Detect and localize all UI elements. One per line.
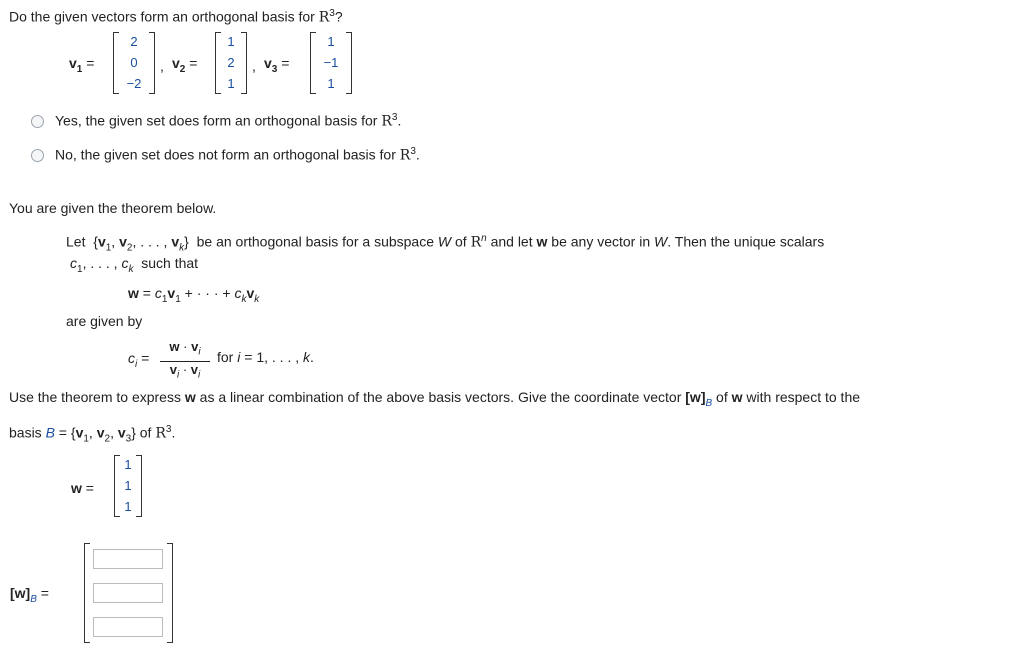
task-line-2: basis $B = \{v_1$, $v_2$, $v_3$} of $R^3$. — [9, 424, 176, 445]
v1-entry-1: 2 — [130, 34, 138, 49]
fraction-denominator: $v_i \cdot v_i$ — [169, 361, 201, 381]
answer-input-3[interactable] — [93, 617, 163, 637]
v3-entry-1: 1 — [327, 34, 335, 49]
v3-entry-3: 1 — [327, 76, 335, 91]
question-title: Do the given vectors form an orthogonal basis for $R^3$? — [9, 8, 343, 26]
v2-label: $v_2$ = — [172, 55, 198, 75]
ci-fraction — [160, 339, 210, 383]
w-entry-1: 1 — [124, 457, 132, 472]
answer-matrix — [84, 543, 173, 643]
v2-entry-2: 2 — [227, 55, 235, 70]
v1-label: $v_1$ = — [69, 55, 95, 75]
v2-entry-3: 1 — [227, 76, 235, 91]
v2-matrix — [215, 32, 247, 94]
option-yes-label[interactable]: Yes, the given set does form an orthogonal basis for $R^3$. — [55, 112, 402, 130]
sep-1: , — [160, 58, 164, 74]
sep-2: , — [252, 58, 256, 74]
ci-range: for i = 1, . . . , k. — [217, 349, 314, 365]
theorem-equation: $w = c_1v_1$ + · · · + $c_kv_k$ — [128, 285, 260, 305]
option-no-label[interactable]: No, the given set does not form an orthogonal basis for $R^3$. — [55, 146, 420, 164]
w-label: w = — [71, 480, 94, 496]
v1-entry-3: −2 — [126, 76, 142, 91]
v2-entry-1: 1 — [227, 34, 235, 49]
task-line-1: Use the theorem to express w as a linear combination of the above basis vectors. Give the coordinate vector $[w]_B$ of w with respect to the — [9, 389, 861, 409]
w-entry-2: 1 — [124, 478, 132, 493]
w-matrix — [114, 455, 142, 517]
theorem-intro: You are given the theorem below. — [9, 200, 217, 216]
v3-label: $v_3$ = — [264, 55, 290, 75]
answer-input-1[interactable] — [93, 549, 163, 569]
theorem-line-1: Let {$v_1$, $v_2$, . . . , $v_k$} be an orthogonal basis for a subspace W of $R^n$ and let w be any vector in W. Then the unique scalars — [66, 233, 825, 254]
theorem-line-2: $c_1$, . . . , $c_k$ such that — [70, 255, 199, 275]
radio-no[interactable] — [31, 149, 44, 162]
answer-input-2[interactable] — [93, 583, 163, 603]
radio-yes[interactable] — [31, 115, 44, 128]
ci-label: $c_i$ = — [128, 350, 150, 370]
w-entry-3: 1 — [124, 499, 132, 514]
v1-entry-2: 0 — [130, 55, 138, 70]
v1-matrix — [113, 32, 155, 94]
theorem-given-by: are given by — [66, 313, 143, 329]
answer-label: $[w]_B$ = — [10, 585, 49, 605]
v3-entry-2: −1 — [323, 55, 339, 70]
v3-matrix — [310, 32, 352, 94]
fraction-numerator: $w \cdot v_i$ — [169, 339, 201, 358]
